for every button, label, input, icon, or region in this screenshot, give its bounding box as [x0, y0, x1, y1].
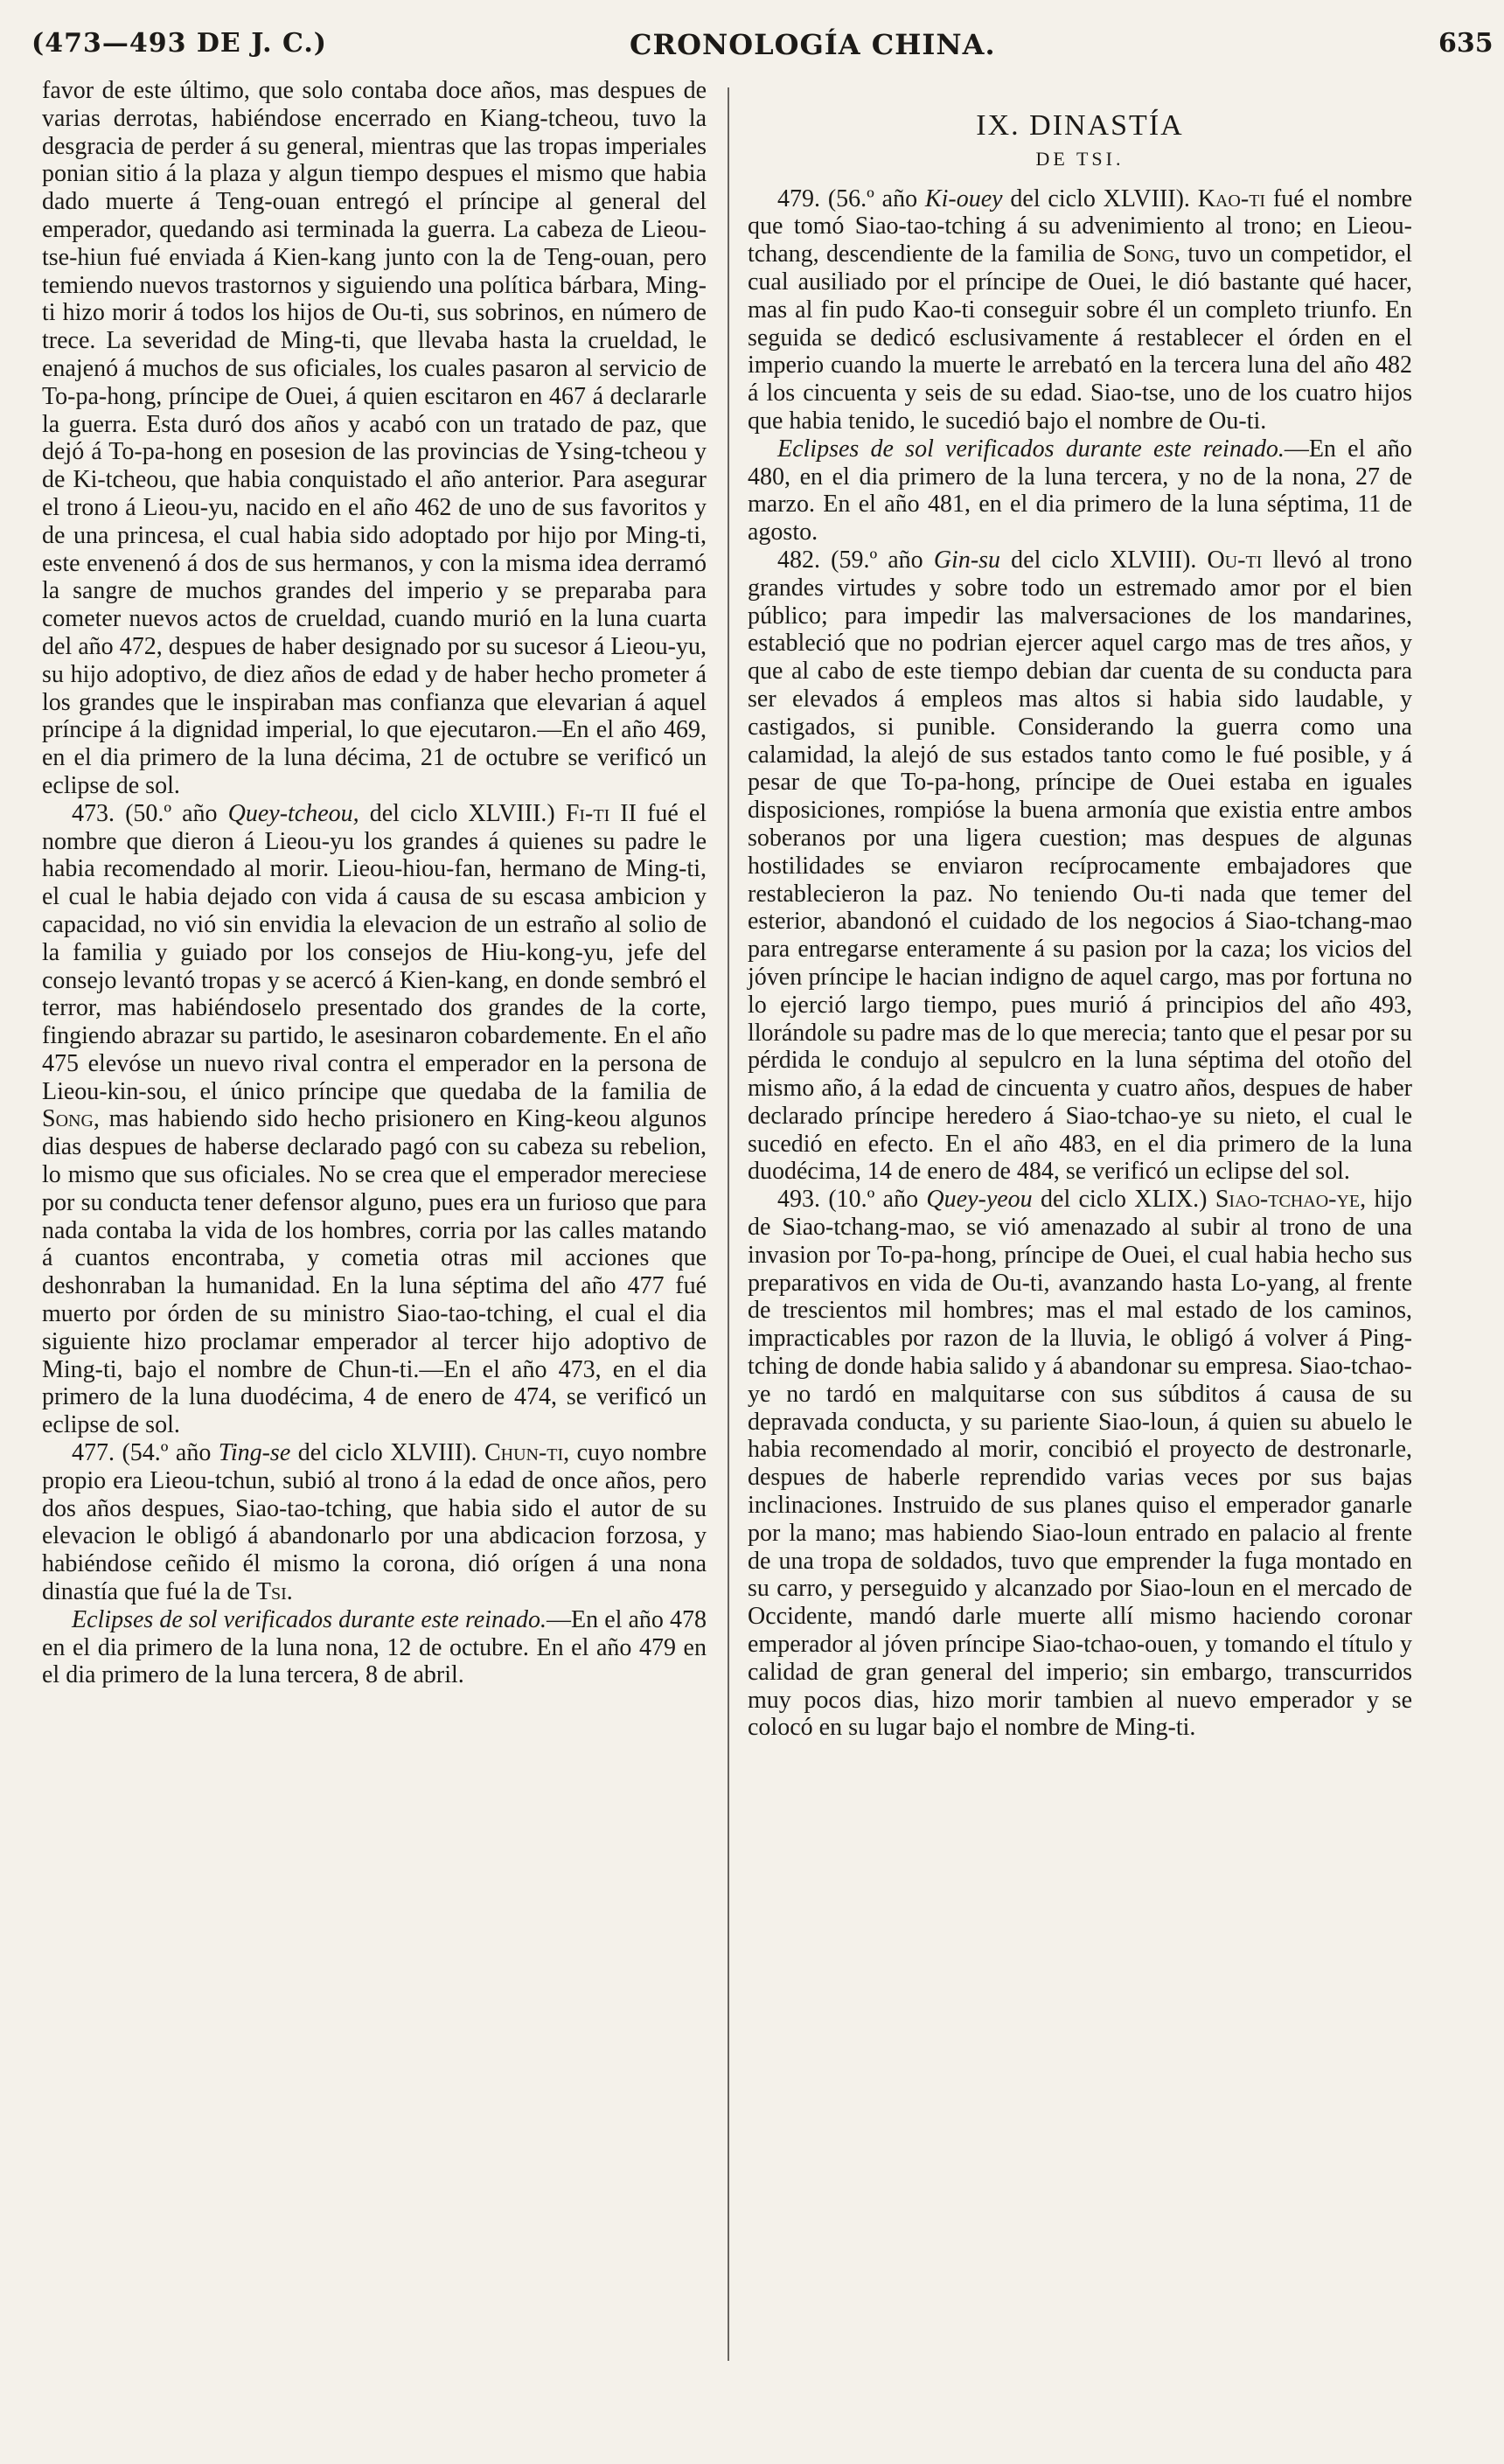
- entry-year: 477.: [72, 1439, 115, 1467]
- entry-text-cont: mas habiendo sido hecho prisionero en King-keou algunos dias despues de haberse declarado pagó con su cabeza su rebelion, lo mismo que sus oficiales. No se crea que el emperador mereciese por su conducta tener defensor alguno, pues era un furioso que para nada contaba la vida de los hombres, corria por las calles matando á cuantos encontraba, y cometia otras mil acciones que deshonraban la humanidad. En la luna séptima del año 477 fué muerto por órden de su ministro Siao-tao-tching, el cual el dia siguiente hizo proclamar emperador al tercer hijo adoptivo de Ming-ti, bajo el nombre de Chun-ti.—En el año 473, en el dia primero de la luna duodécima, 4 de enero de 474, se verificó un eclipse de sol.: [42, 1105, 707, 1439]
- eclipse-text: —En el año 480, en el dia primero de la luna tercera, y no de la nona, 27 de marzo. En el año 481, en el dia primero de la luna séptima, 11 de agosto.: [748, 435, 1412, 546]
- cycle-name: Quey-tcheou,: [227, 799, 359, 827]
- cycle-suffix: del ciclo XLVIII).: [1011, 546, 1197, 574]
- cycle-suffix: del ciclo XLIX.): [1041, 1186, 1208, 1214]
- entry-year: 479.: [777, 184, 820, 212]
- cycle-name: Quey-yeou: [926, 1186, 1033, 1214]
- entry-477: [42, 1439, 707, 1606]
- cycle-name: Ki-ouey: [924, 184, 1003, 212]
- cycle-prefix: (56.º año: [827, 184, 918, 212]
- cycle-prefix: (10.º año: [828, 1186, 919, 1214]
- column-divider: [728, 87, 729, 2361]
- cycle-name: Gin-su: [933, 546, 1001, 574]
- ruler-name: Kao-ti: [1197, 184, 1266, 212]
- dynasty-subheading: DE TSI.: [1035, 147, 1125, 170]
- dynasty-name: Song,: [1123, 240, 1180, 268]
- eclipse-heading: Eclipses de sol verificados durante este reinado.: [72, 1605, 547, 1633]
- entry-text: fué el nombre que tomó Siao-tao-tching á su advenimiento al trono; en Lieou-tchang, descendiente de la familia de: [748, 184, 1413, 268]
- cycle-prefix: (50.º año: [125, 799, 218, 827]
- entry-text: hijo de Siao-tchang-mao, se vió amenazado al subir al trono de una invasion por To-pa-hong, príncipe de Ouei, el cual habia hecho sus preparativos en vida de Ou-ti, avanzando hasta Lo-yang, al frente de trescientos mil hombres; mas el mal estado de los caminos, impracticables por razon de la lluvia, le obligó á volver á Ping-tching de donde habia salido y á abandonar su empresa. Siao-tchao-ye no tardó en malquitarse con sus súbditos á causa de su depravada conducta, y su pariente Siao-loun, á quien su abuelo le habia recomendado al morir, concibió el proyecto de destronarle, despues de haberle reprendido varias veces por sus bajas inclinaciones. Instruido de sus planes quiso el emperador ganarle por la mano; mas habiendo Siao-loun entrado en palacio al frente de una tropa de soldados, tuvo que emprender la fuga montado en su carro, y perseguido y alcanzado por Siao-loun en el mercado de Occidente, mandó darle muerte allí mismo haciendo coronar emperador al jóven príncipe Siao-tchao-ouen, y tomando el título y calidad de gran general del imperio; sin embargo, transcurridos muy pocos dias, hizo morir tambien al nuevo emperador y se colocó en su lugar bajo el nombre de Ming-ti.: [748, 1186, 1413, 1742]
- right-column: [748, 77, 1412, 1742]
- paragraph-continuation: [42, 77, 707, 800]
- eclipse-text: —En el año 478 en el dia primero de la luna nona, 12 de octubre. En el año 479 en el dia primero de la luna tercera, 8 de abril.: [42, 1605, 707, 1689]
- cycle-prefix: (59.º año: [831, 546, 923, 574]
- dynasty-name: Tsi.: [255, 1578, 293, 1606]
- entry-473: [42, 800, 707, 1439]
- cycle-prefix: (54.º año: [122, 1439, 212, 1467]
- dynasty-name: Song,: [42, 1105, 100, 1133]
- ruler-name: Chun-ti,: [484, 1439, 570, 1467]
- entry-482: [748, 546, 1412, 1186]
- cycle-suffix: del ciclo XLVIII.): [369, 799, 555, 827]
- page-header: [0, 0, 1504, 70]
- header-title: CRONOLOGÍA CHINA.: [630, 28, 996, 61]
- entry-year: 473.: [72, 799, 115, 827]
- eclipse-heading: Eclipses de sol verificados durante este reinado.: [777, 435, 1285, 463]
- entry-479: [748, 185, 1412, 435]
- entry-year: 493.: [777, 1186, 820, 1214]
- ruler-name: Fi-ti II: [565, 799, 637, 827]
- cycle-name: Ting-se: [218, 1439, 291, 1467]
- header-date-range: (473—493 DE J. C.): [31, 28, 327, 59]
- left-column: [42, 77, 707, 1689]
- ruler-name: Siao-tchao-ye,: [1215, 1186, 1367, 1214]
- ruler-name: Ou-ti: [1207, 546, 1263, 574]
- page-number: 635: [1438, 28, 1494, 59]
- eclipse-note: [42, 1606, 707, 1689]
- cycle-suffix: del ciclo XLVIII).: [1010, 184, 1190, 212]
- dynasty-heading: IX. DINASTÍA: [976, 109, 1184, 142]
- entry-text: llevó al trono grandes virtudes y sobre todo un estremado amor por el bien público; para impedir las malversaciones de los mandarines, estableció que no podrian ejercer aquel cargo mas de tres años, y que al cabo de este tiempo debian dar cuenta de su conducta para ser elevados á empleos mas altos si habia sido laudable, y castigados, si punible. Considerando la guerra como una calamidad, la alejó de sus estados tanto como le fué posible, y á pesar de que To-pa-hong, príncipe de Ouei estaba en iguales disposiciones, rompióse la buena armonía que existia entre ambos soberanos por una ligera cuestion; mas despues de algunas hostilidades se enviaron recíprocamente embajadores que restablecieron la paz. No teniendo Ou-ti nada que temer del esterior, abandonó el cuidado de los negocios á Siao-tchang-mao para entregarse enteramente á su pasion por la caza; los vicios del jóven príncipe le hacian indigno de aquel cargo, mas por fortuna no lo ejerció largo tiempo, pues murió á principios del año 493, llorándole su padre mas de lo que merecia; tanto que el pesar por su pérdida le condujo al sepulcro en la luna séptima del otoño del mismo año, á la edad de cincuenta y cuatro años, despues de haber declarado príncipe heredero á Siao-tchao-ye su nieto, el cual le sucedió en efecto. En el año 483, en el dia primero de la luna duodécima, 14 de enero de 484, se verificó un eclipse del sol.: [748, 546, 1412, 1186]
- entry-text-cont: tuvo un competidor, el cual ausiliado por el príncipe de Ouei, le dió bastante qué hacer, mas al fin pudo Kao-ti conseguir sobre él un completo triunfo. En seguida se dedicó esclusivamente á restablecer el órden en el imperio cuando la muerte le arrebató en la tercera luna del año 482 á los cincuenta y seis de su edad. Siao-tse, uno de los cuatro hijos que habia tenido, le sucedió bajo el nombre de Ou-ti.: [748, 240, 1413, 435]
- entry-year: 482.: [777, 546, 820, 574]
- entry-493: [748, 1186, 1412, 1742]
- cycle-suffix: del ciclo XLVIII).: [297, 1439, 477, 1467]
- entry-text: fué el nombre que dieron á Lieou-yu los grandes á quienes su padre le habia recomendado al morir. Lieou-hiou-fan, hermano de Ming-ti, el cual le habia dejado con vida á causa de su escasa ambicion y capacidad, no vió sin envidia la elevacion de un estraño al solio de la familia y guiado por los consejos de Hiu-kong-yu, jefe del consejo levantó tropas y se acercó á Kien-kang, en donde sembró el terror, mas habiéndoselo presentado dos grandes de la corte, fingiendo abrazar su partido, le asesinaron cobardemente. En el año 475 elevóse un nuevo rival contra el emperador en la persona de Lieou-kin-sou, el único príncipe que quedaba de la familia de: [42, 799, 707, 1105]
- entry-text: cuyo nombre propio era Lieou-tchun, subió al trono á la edad de once años, pero dos años despues, Siao-tao-tching, que habia sido el autor de su elevacion le obligó á abandonarlo por una abdicacion forzosa, y habiéndose ceñido él mismo la corona, dió orígen á una nona dinastía que fué la de: [42, 1439, 707, 1606]
- eclipse-note: [748, 435, 1412, 546]
- paragraph-text: favor de este último, que solo contaba doce años, mas despues de varias derrotas, habiéndose encerrado en Kiang-tcheou, tuvo la desgracia de perder á su general, mientras que las tropas imperiales ponian sitio á la plaza y algun tiempo despues el mismo que habia dado muerte á Teng-ouan entregó el príncipe al general del emperador, quedando asi terminada la guerra. La cabeza de Lieou-tse-hiun fué enviada á Kien-kang junto con la de Teng-ouan, pero temiendo nuevos trastornos y siguiendo una política bárbara, Ming-ti hizo morir á todos los hijos de Ou-ti, sus sobrinos, en número de trece. La severidad de Ming-ti, que llevaba hasta la crueldad, le enajenó á muchos de sus oficiales, los cuales pasaron al servicio de To-pa-hong, príncipe de Ouei, á quien escitaron en 467 á declararle la guerra. Esta duró dos años y acabó con un tratado de paz, que dejó á To-pa-hong en posesion de las provincias de Ysing-tcheou y de Ki-tcheou, que habia conquistado el año anterior. Para asegurar el trono á Lieou-yu, nacido en el año 462 de uno de sus favoritos y de una princesa, el cual habia sido adoptado por hijo por Ming-ti, este envenenó á dos de sus hermanos, y con la misma idea derramó la sangre de muchos grandes del imperio y se preparaba para cometer nuevos actos de crueldad, cuando murió en la luna cuarta del año 472, despues de haber designado por su sucesor á Lieou-yu, su hijo adoptivo, de diez años de edad y de haber hecho prometer á los grandes que le inspiraban mas confianza que elevarian á aquel príncipe á la dignidad imperial, lo que ejecutaron.—En el año 469, en el dia primero de la luna décima, 21 de octubre se verificó un eclipse de sol.: [42, 77, 707, 799]
